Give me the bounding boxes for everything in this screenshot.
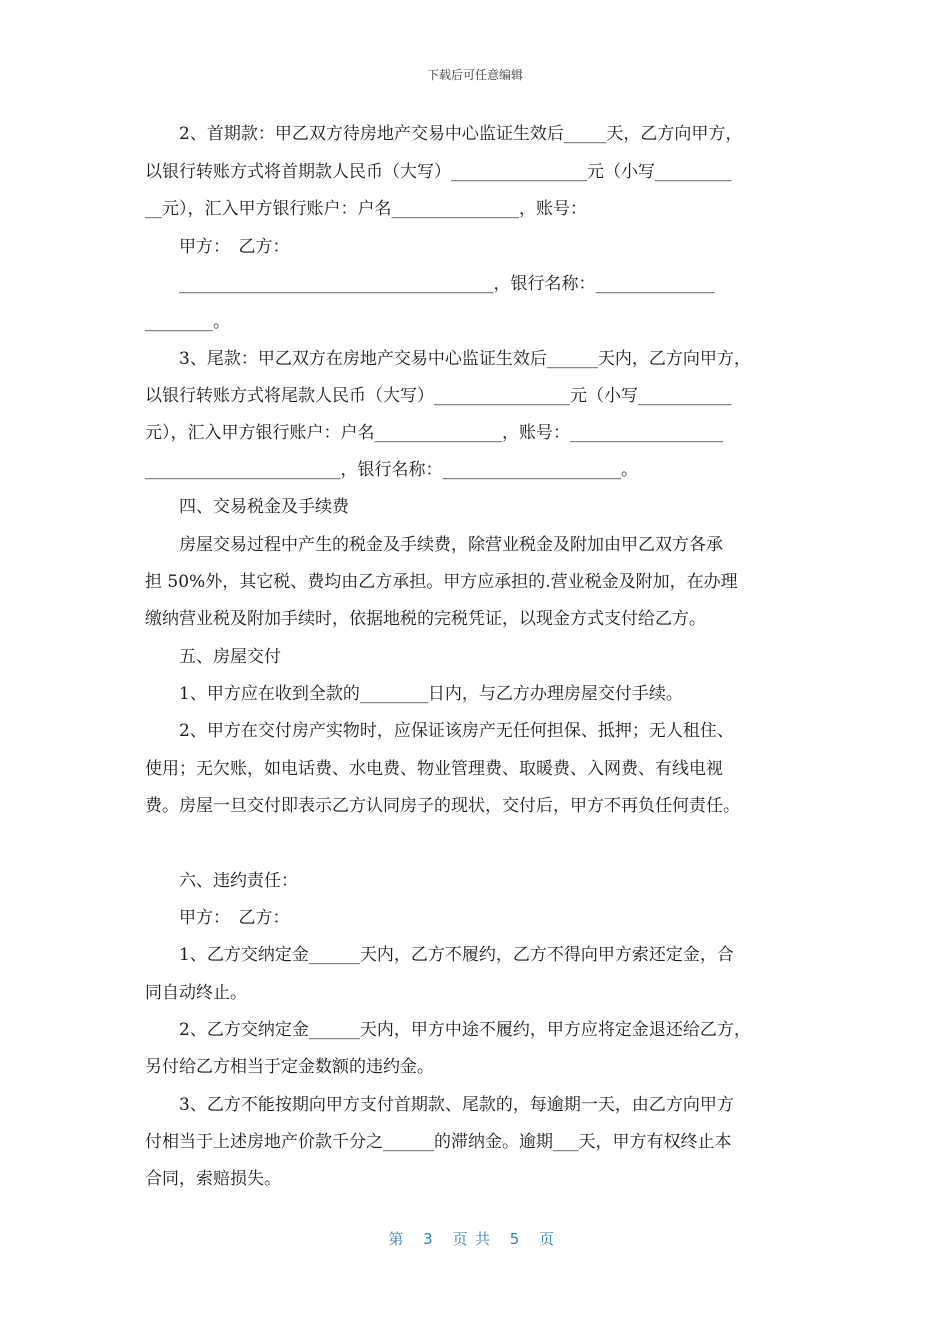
text-line: __元），汇入甲方银行账户：户名_______________，账号： xyxy=(145,199,587,219)
header-note: 下载后可任意编辑 xyxy=(426,68,523,82)
text-line: 甲方： 乙方： xyxy=(145,908,290,928)
text-line: ________。 xyxy=(145,312,230,332)
text-line: 同自动终止。 xyxy=(145,983,247,1003)
text-line: 合同，索赔损失。 xyxy=(145,1169,281,1189)
text-line: 3、乙方不能按期向甲方支付首期款、尾款的，每逾期一天，由乙方向甲方 xyxy=(145,1095,734,1115)
text-line: 1、乙方交纳定金______天内，乙方不履约，乙方不得向甲方索还定金，合 xyxy=(145,945,734,965)
section-heading: 四、交易税金及手续费 xyxy=(145,497,349,517)
text-line: 2、甲方在交付房产实物时，应保证该房产无任何担保、抵押；无人租住、 xyxy=(145,721,734,741)
section-heading: 五、房屋交付 xyxy=(145,647,281,667)
text-line: 以银行转账方式将尾款人民币（大写）________________元（小写___________ xyxy=(145,386,732,406)
text-line: 房屋交易过程中产生的税金及手续费，除营业税金及附加由甲乙双方各承 xyxy=(145,535,723,555)
text-line: 甲方： 乙方： xyxy=(145,237,290,257)
text-line: 以银行转账方式将首期款人民币（大写）________________元（小写_________ xyxy=(145,162,732,182)
text-line: 1、甲方应在收到全款的________日内，与乙方办理房屋交付手续。 xyxy=(145,684,683,704)
text-line: 费。房屋一旦交付即表示乙方认同房子的现状，交付后，甲方不再负任何责任。 xyxy=(145,796,740,816)
text-line: 另付给乙方相当于定金数额的违约金。 xyxy=(145,1057,434,1077)
text-line: _______________________，银行名称：_____________________。 xyxy=(145,460,638,480)
text-line: 担 50%外，其它税、费均由乙方承担。甲方应承担的.营业税金及附加，在办理 xyxy=(145,572,738,592)
text-line: 使用；无欠账，如电话费、水电费、物业管理费、取暖费、入网费、有线电视 xyxy=(145,759,723,779)
section-heading: 六、违约责任： xyxy=(145,871,298,891)
text-line: _____________________________________，银行名称：______________ xyxy=(145,274,715,294)
text-line: 元），汇入甲方银行账户：户名_______________，账号：__________________ xyxy=(145,423,723,443)
page-number: 第 3 页共 5 页 xyxy=(388,1230,562,1248)
text-line: 2、乙方交纳定金______天内，甲方中途不履约，甲方应将定金退还给乙方， xyxy=(145,1020,751,1040)
text-line: 缴纳营业税及附加手续时，依据地税的完税凭证，以现金方式支付给乙方。 xyxy=(145,609,706,629)
text-line: 付相当于上述房地产价款千分之______的滞纳金。逾期___天，甲方有权终止本 xyxy=(145,1132,732,1152)
text-line: 3、尾款：甲乙双方在房地产交易中心监证生效后______天内，乙方向甲方， xyxy=(145,349,751,369)
text-line: 2、首期款：甲乙双方待房地产交易中心监证生效后_____天，乙方向甲方， xyxy=(145,124,743,144)
